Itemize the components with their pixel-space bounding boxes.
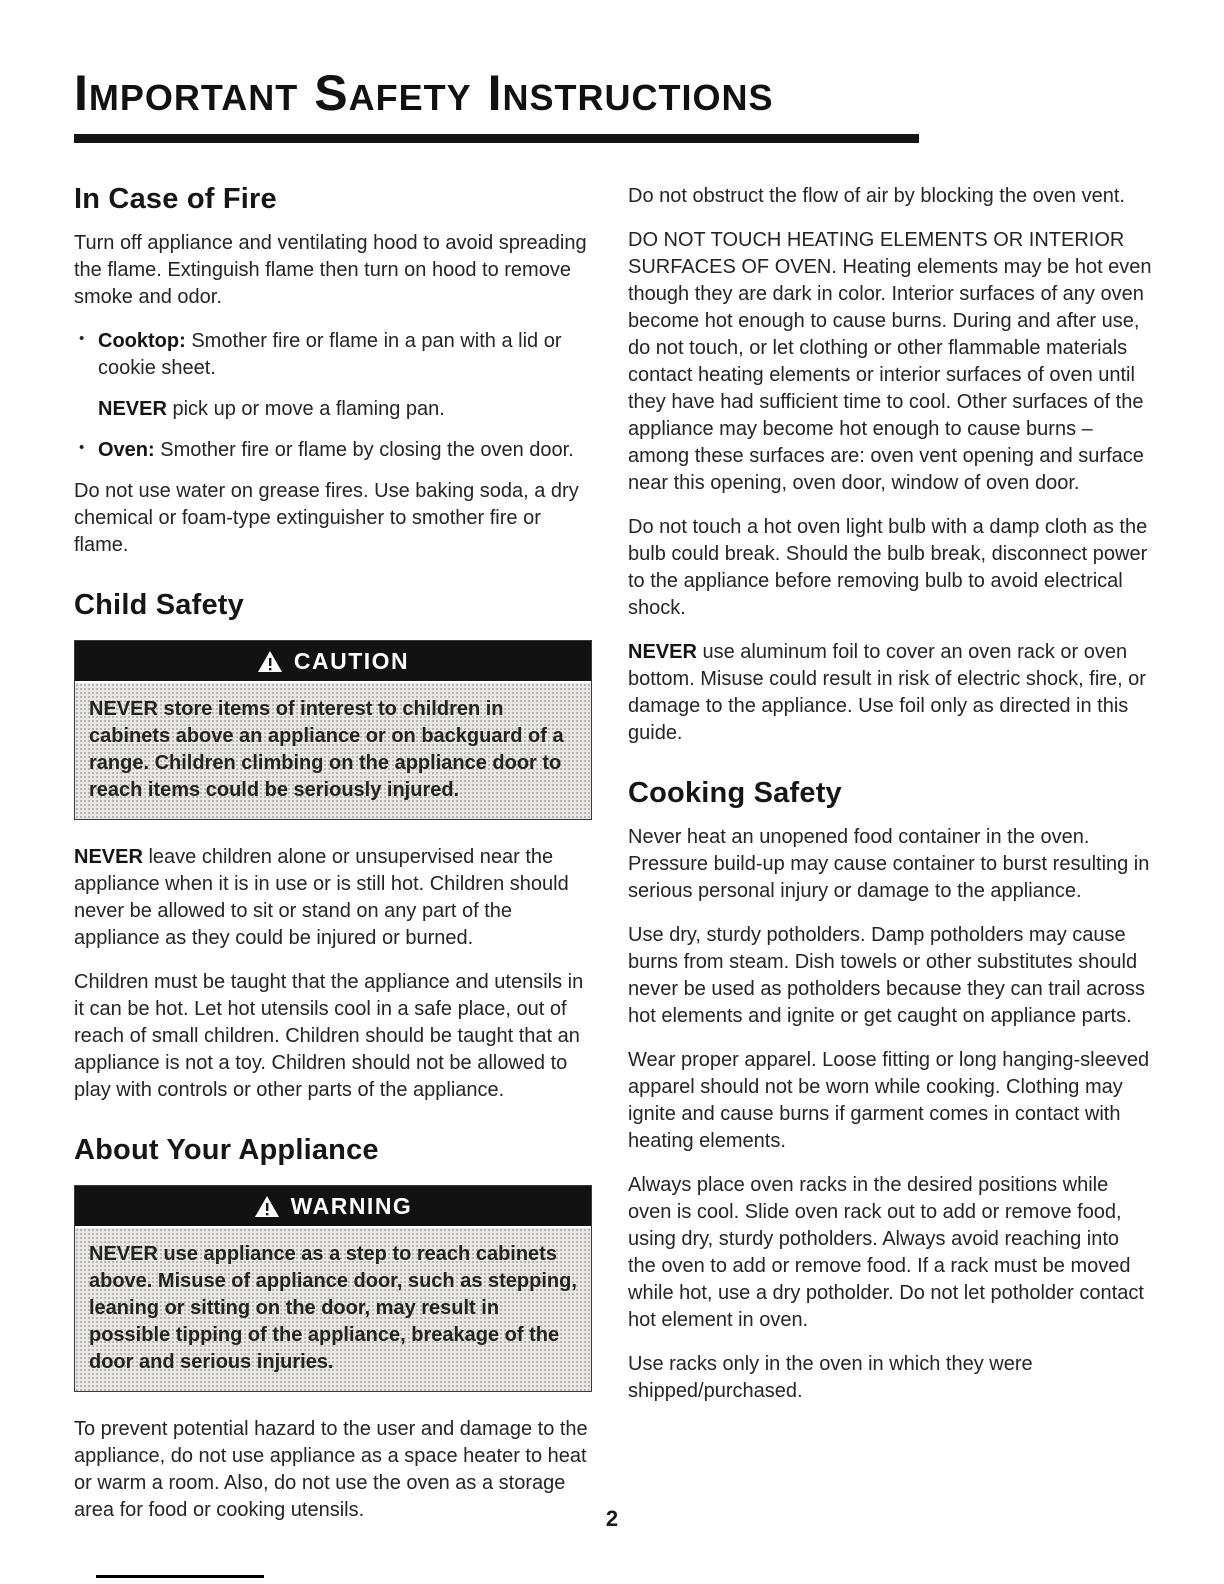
bold-lead: NEVER: [628, 641, 697, 663]
bold-lead: NEVER: [98, 398, 167, 420]
section-child-safety: [74, 589, 592, 1104]
title-rule: [74, 134, 919, 143]
paragraph: Children must be taught that the appliance and utensils in it can be hot. Let hot utensils cool in a safe place, out of reach of small children. Children should be taught that an appliance is not a toy. Children should not be allowed to play with controls or other parts of the appliance.: [74, 971, 584, 1101]
caution-header: [75, 641, 591, 681]
warning-text: use appliance as a step to reach cabinets above. Misuse of appliance door, such as stepping, leaning or sitting on the door, may result in possible tipping of the appliance, breakage of the door and serious injuries.: [89, 1243, 577, 1373]
list-item: [74, 437, 592, 464]
section-heading: Child Safety: [74, 589, 244, 621]
caution-body: [75, 681, 591, 819]
paragraph: Never heat an unopened food container in the oven. Pressure build-up may cause container to burst resulting in serious personal injury or damage to the appliance.: [628, 826, 1150, 902]
caution-text: store items of interest to children in cabinets above an appliance or on backguard of a range. Children climbing on the appliance door to reach items could be seriously injured.: [89, 698, 564, 801]
page-header: [74, 64, 1150, 143]
warning-label: WARNING: [290, 1192, 413, 1219]
paragraph: Always place oven racks in the desired positions while oven is cool. Slide oven rack out to add or remove food, using dry, sturdy potholders. Always avoid reaching into the oven to add or remove food. If a rack must be moved while hot, use a dry potholder. Do not let potholder contact hot element in oven.: [628, 1174, 1144, 1331]
bold-lead: Cooktop:: [98, 330, 186, 352]
column-left: [74, 183, 592, 1541]
list-item: [74, 328, 592, 423]
section-about-your-appliance: [74, 1134, 592, 1524]
two-column-layout: [74, 183, 1150, 1541]
paragraph-text: leave children alone or unsupervised near the appliance when it is in use or is still hot. Children should never be allowed to sit or stand on any part of the appliance as they could be injured or burned.: [74, 846, 569, 949]
section-heading: Cooking Safety: [628, 777, 842, 809]
paragraph: Wear proper apparel. Loose fitting or long hanging-sleeved apparel should not be worn while cooking. Clothing may ignite and cause burns if garment comes in contact with heating elements.: [628, 1049, 1150, 1152]
paragraph: [628, 639, 1152, 747]
paragraph: [74, 844, 592, 952]
bold-lead: NEVER: [89, 1243, 158, 1265]
warning-triangle-icon: [254, 1195, 280, 1218]
section-heading: About Your Appliance: [74, 1134, 379, 1166]
paragraph: Turn off appliance and ventilating hood to avoid spreading the flame. Extinguish flame then turn on hood to remove smoke and odor.: [74, 232, 587, 308]
fire-bullet-list: [74, 328, 592, 464]
section-heading: In Case of Fire: [74, 183, 277, 215]
section-oven-precautions: [628, 183, 1152, 747]
bold-lead: NEVER: [89, 698, 158, 720]
section-in-case-of-fire: [74, 183, 592, 559]
paragraph: Do not use water on grease fires. Use baking soda, a dry chemical or foam-type extinguisher to smother fire or flame.: [74, 480, 579, 556]
paragraph-text: use aluminum foil to cover an oven rack or oven bottom. Misuse could result in risk of electric shock, fire, or damage to the appliance. Use foil only as directed in this guide.: [628, 641, 1146, 744]
page-number: 2: [605, 1506, 619, 1531]
bullet-rest: Smother fire or flame in a pan with a lid or cookie sheet.: [98, 330, 562, 379]
warning-header: [75, 1186, 591, 1226]
bold-lead: NEVER: [74, 846, 143, 868]
paragraph: Do not touch a hot oven light bulb with a damp cloth as the bulb could break. Should the bulb break, disconnect power to the appliance before removing bulb to avoid electrical shock.: [628, 516, 1148, 619]
paragraph: Do not obstruct the flow of air by blocking the oven vent.: [628, 185, 1125, 207]
caution-box: [74, 640, 592, 820]
title-word: IMPORTANT: [74, 65, 299, 121]
column-right: [628, 183, 1152, 1541]
warning-triangle-icon: [257, 650, 283, 673]
paragraph: DO NOT TOUCH HEATING ELEMENTS OR INTERIOR SURFACES OF OVEN. Heating elements may be hot even though they are dark in color. Interior surfaces of any oven become hot enough to cause burns. During and after use, do not touch, or let clothing or other flammable materials contact heating elements or interior surfaces of oven until they have had sufficient time to cool. Other surfaces of the appliance may become hot enough to cause burns – among these surfaces are: oven vent opening and surface near this opening, oven door, window of oven door.: [628, 229, 1152, 494]
bullet-rest: Smother fire or flame by closing the oven door.: [154, 439, 574, 461]
page-title: [74, 64, 1150, 122]
paragraph: Use dry, sturdy potholders. Damp potholders may cause burns from steam. Dish towels or other substitutes should never be used as potholders because they can trail across hot elements and ignite or get caught on appliance parts.: [628, 924, 1145, 1027]
bullet-note: [98, 396, 592, 423]
section-cooking-safety: [628, 777, 1152, 1405]
bullet-text: [98, 437, 592, 464]
title-word: SAFETY: [314, 65, 472, 121]
note-rest: pick up or move a flaming pan.: [166, 398, 445, 420]
bullet-text: [98, 328, 592, 382]
bold-lead: Oven:: [98, 439, 155, 461]
footer-rule: [96, 1575, 264, 1578]
paragraph: To prevent potential hazard to the user and damage to the appliance, do not use appliance as a space heater to heat or warm a room. Also, do not use the oven as a storage area for food or cooking utensils.: [74, 1418, 588, 1521]
caution-label: CAUTION: [293, 647, 410, 674]
paragraph: Use racks only in the oven in which they were shipped/purchased.: [628, 1353, 1033, 1402]
warning-body: [75, 1226, 591, 1391]
warning-box: [74, 1185, 592, 1392]
title-word: INSTRUCTIONS: [487, 65, 774, 121]
